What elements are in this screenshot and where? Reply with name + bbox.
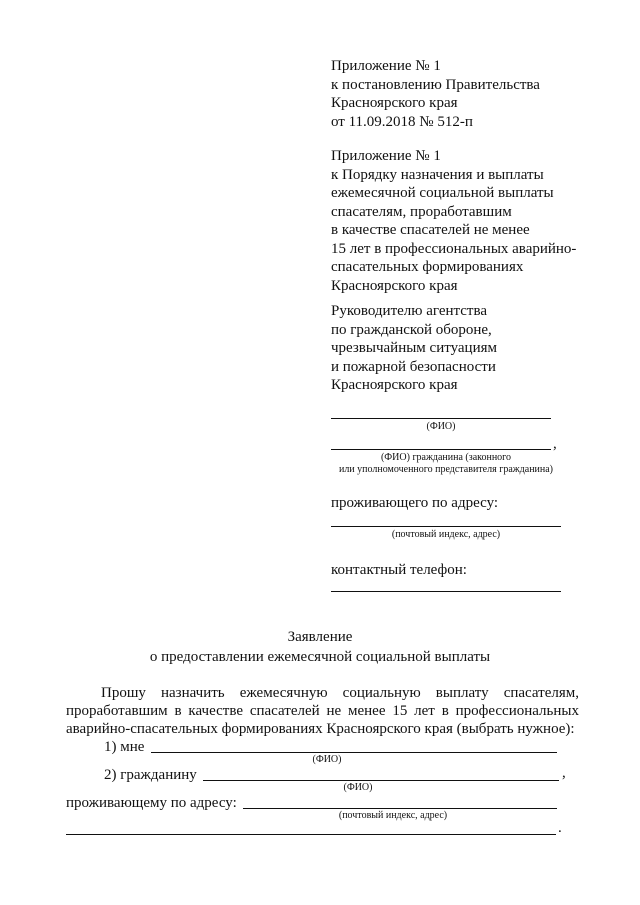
appendix-header-line: к постановлению Правительства [331,76,540,93]
fio-field-line[interactable] [331,418,551,419]
addressee [331,302,497,395]
body-line-2: проработавшим в качестве спасателей не менее 15 лет в профессиональных [66,703,579,719]
appendix-order-line: спасательных формированиях [331,259,524,275]
body-line-1: Прошу назначить ежемесячную социальную выплату спасателям, [101,685,579,701]
appendix-order-line: спасателям, проработавшим [331,203,512,220]
statement-title: Заявление [287,629,353,645]
appendix-order-line: Красноярского края [331,277,458,294]
body-line-3: аварийно-спасательных формированиях Красноярского края (выбрать нужное): [66,721,575,737]
citizen-fio-field-line[interactable] [331,449,551,450]
appendix-order-line: Приложение № 1 [331,148,441,164]
option-1-label: 1) мне [104,739,145,755]
appendix-header-line: Приложение № 1 [331,58,441,74]
address-field-line[interactable] [331,526,561,527]
phone-label: контактный телефон: [331,562,467,578]
statement-address-caption: (почтовый индекс, адрес) [338,810,448,821]
addressee-line: Руководителю агентства [331,303,488,319]
addressee-line: и пожарной безопасности [331,358,496,375]
fio-caption: (ФИО) [426,421,456,432]
statement-address-line[interactable] [243,808,557,809]
appendix-order-line: ежемесячной социальной выплаты [331,185,554,201]
address-caption: (почтовый индекс, адрес) [391,529,501,540]
appendix-order-line: 15 лет в профессиональных аварийно- [331,240,577,257]
citizen-fio-comma: , [553,436,557,452]
citizen-fio-caption-1: (ФИО) гражданина (законного [380,452,512,463]
citizen-fio-caption-2: или уполномоченного представителя гражданина) [338,464,554,475]
addressee-line: Красноярского края [331,377,458,393]
statement-residing-label: проживающему по адресу: [66,795,237,811]
final-period: . [558,820,562,836]
phone-field-line[interactable] [331,591,561,592]
option-1-fio-line[interactable] [151,752,557,753]
option-2-comma: , [562,765,566,781]
statement-address-line-2[interactable] [66,834,556,835]
option-1-fio-caption: (ФИО) [312,754,342,765]
residing-label: проживающего по адресу: [331,495,499,511]
appendix-header [331,57,540,131]
appendix-order-line: к Порядку назначения и выплаты [331,166,544,183]
addressee-line: по гражданской обороне, [331,321,492,338]
option-2-fio-caption: (ФИО) [343,782,373,793]
appendix-header-line: Красноярского края [331,95,458,111]
appendix-order-line: в качестве спасателей не менее [331,222,530,238]
appendix-header-line: от 11.09.2018 № 512-п [331,113,473,130]
addressee-line: чрезвычайным ситуациям [331,340,497,356]
option-2-label: 2) гражданину [104,767,197,783]
option-2-fio-line[interactable] [203,780,559,781]
appendix-order [331,147,576,295]
statement-subtitle: о предоставлении ежемесячной социальной выплаты [149,649,491,665]
